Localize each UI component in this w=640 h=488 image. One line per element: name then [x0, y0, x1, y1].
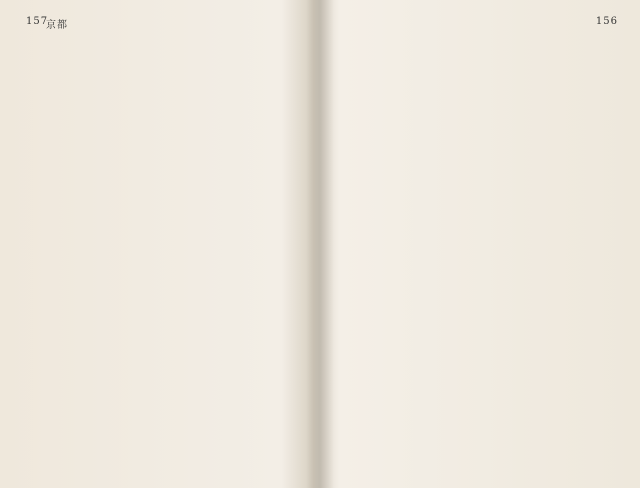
right-page-number: 156: [595, 16, 618, 27]
right-page: [320, 0, 640, 488]
left-page-number: 157: [26, 16, 49, 27]
left-running-head: 京都: [46, 20, 68, 31]
